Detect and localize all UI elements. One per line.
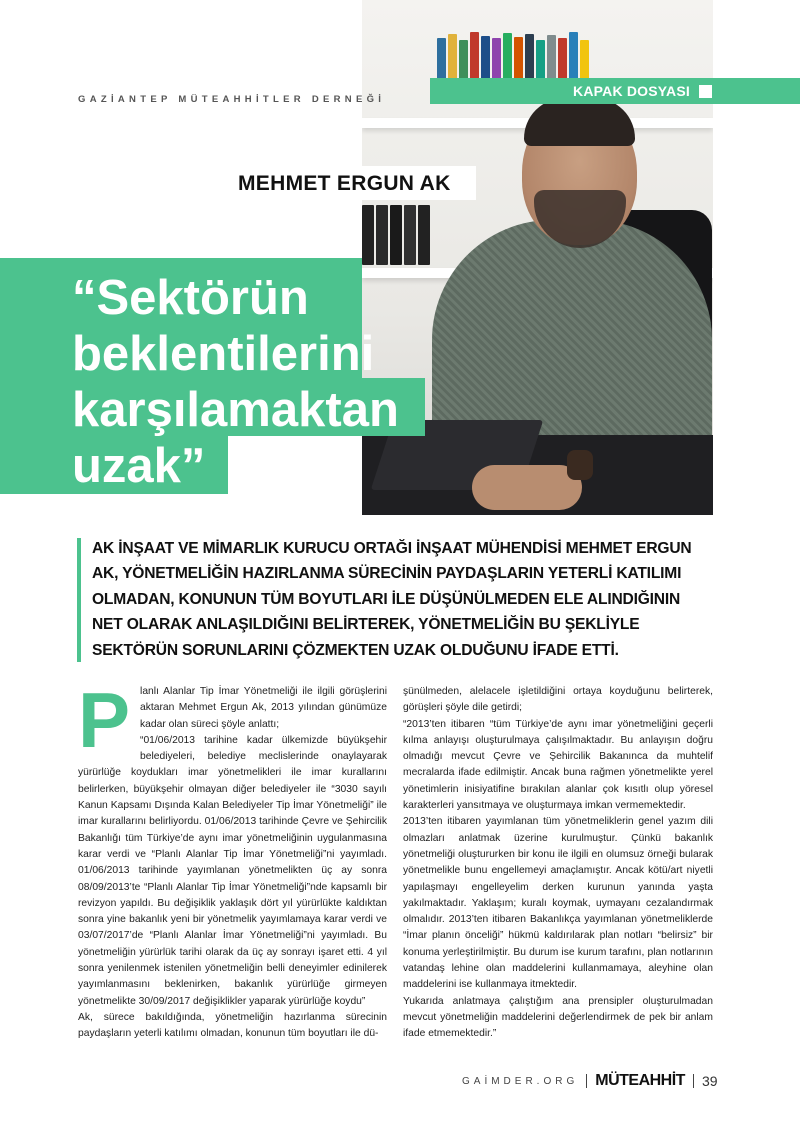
headline: “Sektörün beklentilerini karşılamaktan uzak”: [72, 271, 399, 493]
body-column-left: [78, 676, 387, 1043]
body-paragraph: Ak, sürece bakıldığında, yönetmeliğin hazırlanma sürecinin paydaşların yeterli katılımı olmadan, konunun tüm boyutları ile dü-: [78, 1011, 387, 1040]
association-name: GAZİANTEP MÜTEAHHİTLER DERNEĞİ: [78, 94, 386, 105]
footer-magazine-logo: MÜTEAHHİT: [595, 1072, 685, 1089]
interviewee-name: MEHMET ERGUN AK: [238, 172, 451, 195]
drop-cap: P: [78, 676, 131, 764]
body-paragraph: 2013’ten itibaren yayımlanan tüm yönetmeliklerin genel yazım dili olmazları anlatmak üzerine kurulmuştur. Çünkü bakanlık yönetmeliği oluştururken bir konu ile ilgili en olumsuz örneği bularak yönetmelikle bunu engellemeyi amaçlamıştır. Ancak kötü/art niyetli yapılaşmayı engelleyelim derken kurunun yanında yaşta yakılmaktadır. Yaklaşım; kuralı koymak, uymayanı cezalandırmak olmalıdır. 2013’ten itibaren Bakanlıkça yayımlanan yönetmeliklerde “İmar planın önceliği” hükmü kaldırılarak plan notları “belirsiz” bir konuma yerleştirilmiştir. Bu durum ise kurum tarafını, plan notlarının vatandaş lehine olan maddelerini kullanmamaya, aleyhine olan maddelerini ise kullanmaya itmektedir.: [403, 816, 713, 991]
person-hair: [524, 98, 635, 146]
page-number: 39: [701, 1073, 718, 1089]
body-paragraph: “2013’ten itibaren “tüm Türkiye’de aynı imar yönetmeliğini geçerli kılma anlayışı oluşturulmaya çalışılmaktadır. Bu anlayışın doğru olmadığı mevcut Çevre ve Şehircilik Bakanınca da muhtelif mecralarda ifade edilmiştir. Ancak buna rağmen yönetmelikte yerel yönetimlerin inisiyatifine bırakılan alanlar çok kısıtlı olup yöresel karakterleri yansıtmaya ve oluşturmaya imkan vermemektedir.: [403, 718, 713, 812]
footer-divider: [693, 1074, 694, 1088]
page-footer: [462, 1072, 718, 1090]
body-paragraph: Yukarıda anlatmaya çalıştığım ana prensipler oluşturulmadan mevcut yönetmeliğin maddelerini değerlendirmek de pek bir anlam ifade etmemektedir.”: [403, 995, 713, 1040]
body-paragraph: lanlı Alanlar Tip İmar Yönetmeliği ile ilgili görüşlerini aktaran Mehmet Ergun Ak, 2013 yılından günümüze kadar olan süreci şöyle anlattı;: [140, 686, 387, 730]
footer-divider: [586, 1074, 587, 1088]
body-paragraph: “01/06/2013 tarihine kadar ülkemizde büyükşehir belediyeleri, belediye meclislerinde onaylayarak yürürlüğe koydukları imar yönetmelikleri ile imar kurallarını belirlerken, büyükşehir olmayan diğer belediyeler ile “3030 sayılı Kanun Kapsamı Dışında Kalan Belediyeler Tip İmar Yönetmeliği” ile imar kurallarını belirliyordu. 01/06/2013 tarihinde Çevre ve Şehircilik Bakanlığı tüm Türkiye’de aynı imar yönetmeliğinin uygulanmasına karar verdi ve “Planlı Alanlar Tip İmar Yönetmeliği”ni yayımladı. 01/06/2013 tarihinde yayımlanan yönetmelikten üç ay sonra 08/09/2013’te “Planlı Alanlar Tip İmar Yönetmeliği”nde kapsamlı bir revizyon yapıldı. Bu değişiklik yaklaşık dört yıl yürürlükte kaldıktan sonra yine bakanlık yeni bir yönetmelik yayımlamaya karar verdi ve 03/07/2017’de “Planlı Alanlar İmar Yönetmeliği”ni yayımladı. Bu yönetmeliğin yürürlük tarihi olarak da üç ay sonrayı işaret etti. 4 yıl sonra yenilenmek istenilen yönetmeliğin belli deneyimler edinilerek yayımlanmasını beklenirken, bakanlık yürürlüğe girmeyen yönetmelikte 30/09/2017 değişiklikler yaparak yürürlüğe koydu”: [78, 734, 387, 1007]
bookshelf-books-lower: [362, 205, 430, 265]
footer-website: GAİMDER.ORG: [462, 1075, 579, 1087]
person-hand: [472, 465, 582, 510]
lead-paragraph: AK İNŞAAT VE MİMARLIK KURUCU ORTAĞI İNŞAAT MÜHENDİSİ MEHMET ERGUN AK, YÖNETMELİĞİN HAZIRLANMA SÜRECİNİN PAYDAŞLARIN YETERLİ KATILIMI OLMADAN, KONUNUN TÜM BOYUTLARI İLE DÜŞÜNÜLMEDEN ELE ALINDIĞININ NET OLARAK ANLAŞILDIĞINI BELİRTEREK, YÖNETMELİĞİN BU ŞEKLİYLE SEKTÖRÜN SORUNLARINI ÇÖZMEKTEN UZAK OLDUĞUNU İFADE ETTİ.: [92, 540, 692, 659]
body-paragraph: şünülmeden, alelacele işletildiğini ortaya koyduğunu belirterek, görüşleri şöyle dile getirdi;: [403, 686, 713, 714]
wristwatch: [567, 450, 593, 480]
body-column-right: [403, 684, 713, 1043]
section-label: KAPAK DOSYASI: [573, 83, 690, 99]
lead-accent-bar: [77, 538, 81, 662]
section-square-icon: [699, 85, 712, 98]
